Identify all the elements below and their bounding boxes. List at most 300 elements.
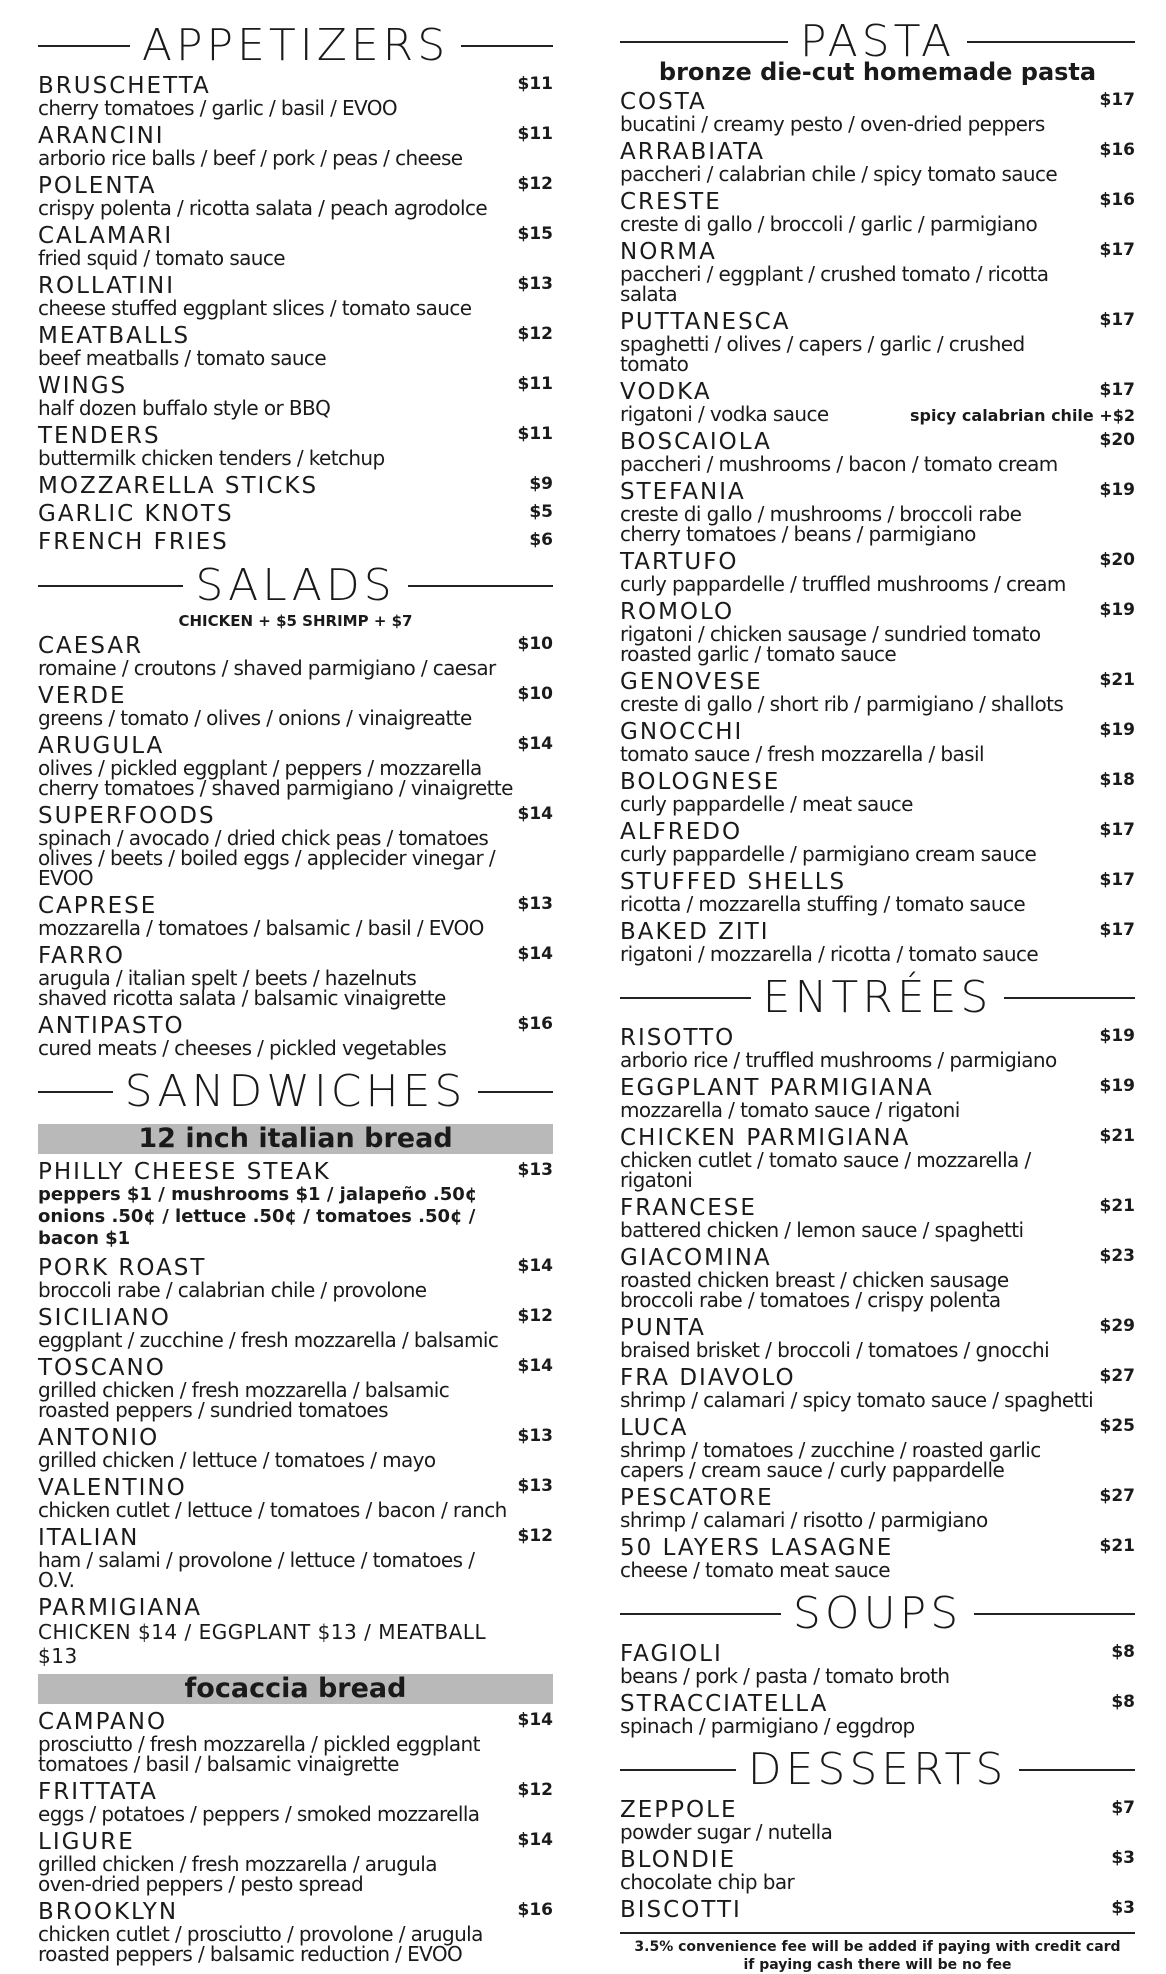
menu-item	[620, 550, 1135, 594]
item-description: spinach / avocado / dried chick peas / tomatoes	[38, 826, 489, 850]
item-description: arugula / italian spelt / beets / hazelnuts	[38, 966, 417, 990]
item-price: $20	[1099, 430, 1135, 450]
item-price: $5	[529, 502, 553, 522]
menu-item	[38, 424, 553, 468]
item-description-2: oven-dried peppers / pesto spread	[38, 1872, 364, 1896]
item-price: $9	[529, 474, 553, 494]
item-price: $12	[517, 324, 553, 344]
menu-item	[38, 1256, 553, 1300]
rule-right	[1019, 1769, 1135, 1771]
item-name: CAPRESE	[38, 893, 158, 919]
item-description-2: cherry tomatoes / shaved parmigiano / vinaigrette	[38, 776, 513, 800]
menu-item	[620, 1246, 1135, 1310]
rule-left	[38, 1091, 113, 1093]
section-header	[620, 970, 1135, 1026]
philly-options-1: peppers $1 / mushrooms $1 / jalapeño .50¢	[38, 1184, 478, 1205]
item-name: NORMA	[620, 239, 717, 265]
menu-item	[38, 502, 553, 526]
rule-left	[620, 1613, 781, 1615]
menu-item	[620, 140, 1135, 184]
item-price: $12	[517, 1306, 553, 1326]
item-description: cheese stuffed eggplant slices / tomato sauce	[38, 296, 472, 320]
item-description-2: roasted garlic / tomato sauce	[620, 642, 897, 666]
item-name: TENDERS	[38, 423, 161, 449]
menu-item	[620, 1316, 1135, 1360]
right-column	[620, 18, 1135, 1974]
item-name: MEATBALLS	[38, 323, 191, 349]
menu-item	[620, 1692, 1135, 1736]
item-price: $11	[517, 424, 553, 444]
item-name: PHILLY CHEESE STEAK	[38, 1159, 331, 1185]
item-addon: spicy calabrian chile +$2	[909, 406, 1135, 425]
menu-item-parmigiana	[38, 1596, 553, 1668]
menu-item	[620, 380, 1135, 424]
item-description: arborio rice / truffled mushrooms / parmigiano	[620, 1048, 1057, 1072]
item-price: $13	[517, 1160, 553, 1180]
item-price: $16	[1099, 140, 1135, 160]
menu-item	[620, 90, 1135, 134]
menu-item	[620, 430, 1135, 474]
item-description: shrimp / calamari / risotto / parmigiano	[620, 1508, 988, 1532]
menu-item	[38, 174, 553, 218]
item-price: $21	[1099, 1126, 1135, 1146]
item-description: ham / salami / provolone / lettuce / tomatoes / O.V.	[38, 1548, 475, 1592]
menu-item	[620, 670, 1135, 714]
item-price: $16	[1099, 190, 1135, 210]
item-price: $10	[517, 634, 553, 654]
item-name: GENOVESE	[620, 669, 763, 695]
item-name: LIGURE	[38, 1829, 135, 1855]
item-description: grilled chicken / fresh mozzarella / balsamic	[38, 1378, 450, 1402]
item-price: $27	[1099, 1486, 1135, 1506]
item-description-2: broccoli rabe / tomatoes / crispy polenta	[620, 1288, 1001, 1312]
item-name: BAKED ZITI	[620, 919, 770, 945]
item-price: $13	[517, 274, 553, 294]
menu-item	[620, 1366, 1135, 1410]
item-description: chicken cutlet / prosciutto / provolone / arugula	[38, 1922, 483, 1946]
item-name: FRITTATA	[38, 1779, 158, 1805]
item-name: BROOKLYN	[38, 1899, 179, 1925]
item-price: $15	[517, 224, 553, 244]
item-price: $23	[1099, 1246, 1135, 1266]
item-price: $21	[1099, 1196, 1135, 1216]
item-description: paccheri / mushrooms / bacon / tomato cream	[620, 452, 1058, 476]
item-price: $10	[517, 684, 553, 704]
item-price: $29	[1099, 1316, 1135, 1336]
menu-item	[620, 310, 1135, 374]
rule-right	[974, 1613, 1135, 1615]
item-description: arborio rice balls / beef / pork / peas / cheese	[38, 146, 463, 170]
pasta-section	[620, 18, 1135, 964]
item-name: PESCATORE	[620, 1485, 774, 1511]
menu-item	[620, 240, 1135, 304]
item-description: rigatoni / mozzarella / ricotta / tomato sauce	[620, 942, 1039, 966]
item-name: ARRABIATA	[620, 139, 766, 165]
menu-item	[620, 1848, 1135, 1892]
item-price: $16	[517, 1900, 553, 1920]
item-price: $14	[517, 944, 553, 964]
item-description: greens / tomato / olives / onions / vinaigreatte	[38, 706, 472, 730]
item-price: $17	[1099, 380, 1135, 400]
item-description: broccoli rabe / calabrian chile / provolone	[38, 1278, 427, 1302]
item-name: ARUGULA	[38, 733, 165, 759]
item-name: CRESTE	[620, 189, 722, 215]
item-description: eggs / potatoes / peppers / smoked mozzarella	[38, 1802, 480, 1826]
appetizers-section	[38, 18, 553, 554]
item-description: olives / pickled eggplant / peppers / mozzarella	[38, 756, 482, 780]
menu-item	[620, 190, 1135, 234]
rule-left	[620, 1769, 736, 1771]
item-name: BISCOTTI	[620, 1897, 742, 1923]
item-name: ANTONIO	[38, 1425, 160, 1451]
item-price: $18	[1099, 770, 1135, 790]
item-name: PUTTANESCA	[620, 309, 791, 335]
item-name: PARMIGIANA	[38, 1595, 203, 1621]
item-name: CHICKEN PARMIGIANA	[620, 1125, 911, 1151]
item-description: mozzarella / tomato sauce / rigatoni	[620, 1098, 960, 1122]
item-description: chocolate chip bar	[620, 1870, 795, 1894]
salads-section	[38, 558, 553, 1058]
menu-item	[620, 1416, 1135, 1480]
item-description: bucatini / creamy pesto / oven-dried peppers	[620, 112, 1045, 136]
section-header	[620, 1586, 1135, 1642]
rule-left	[38, 45, 130, 47]
section-title: PASTA	[799, 16, 956, 67]
menu-item	[38, 1526, 553, 1590]
menu-item	[38, 1306, 553, 1350]
item-description: mozzarella / tomatoes / balsamic / basil / EVOO	[38, 916, 484, 940]
menu-item	[620, 1026, 1135, 1070]
item-name: GIACOMINA	[620, 1245, 772, 1271]
menu-item	[620, 920, 1135, 964]
item-price: $3	[1111, 1848, 1135, 1868]
item-description: tomato sauce / fresh mozzarella / basil	[620, 742, 984, 766]
section-title: DESSERTS	[747, 1744, 1008, 1795]
item-name: ARANCINI	[38, 123, 165, 149]
menu-item	[620, 870, 1135, 914]
item-description: paccheri / calabrian chile / spicy tomato sauce	[620, 162, 1058, 186]
menu-item	[38, 894, 553, 938]
menu-item	[38, 1476, 553, 1520]
focaccia-bread-band: focaccia bread	[38, 1674, 553, 1704]
item-description: grilled chicken / fresh mozzarella / arugula	[38, 1852, 437, 1876]
item-price: $14	[517, 804, 553, 824]
item-price: $19	[1099, 720, 1135, 740]
item-description-2: tomatoes / basil / balsamic vinaigrette	[38, 1752, 399, 1776]
item-description-2: roasted peppers / sundried tomatoes	[38, 1398, 388, 1422]
item-price: $11	[517, 124, 553, 144]
item-description: half dozen buffalo style or BBQ	[38, 396, 331, 420]
item-description: romaine / croutons / shaved parmigiano / caesar	[38, 656, 496, 680]
item-name: GNOCCHI	[620, 719, 744, 745]
rule-right	[478, 1091, 553, 1093]
item-price: $17	[1099, 310, 1135, 330]
menu-item	[38, 1710, 553, 1774]
item-description: crispy polenta / ricotta salata / peach agrodolce	[38, 196, 488, 220]
menu-item	[620, 720, 1135, 764]
item-name: 50 LAYERS LASAGNE	[620, 1535, 894, 1561]
item-price: $12	[517, 1526, 553, 1546]
item-price: $11	[517, 374, 553, 394]
convenience-fee-note	[620, 1932, 1135, 1974]
item-price: $19	[1099, 1026, 1135, 1046]
section-title: APPETIZERS	[141, 20, 450, 71]
item-description: beans / pork / pasta / tomato broth	[620, 1664, 950, 1688]
menu-item	[620, 1898, 1135, 1922]
item-name: STUFFED SHELLS	[620, 869, 847, 895]
item-name: RISOTTO	[620, 1025, 736, 1051]
section-header	[38, 558, 553, 614]
item-description: shrimp / calamari / spicy tomato sauce / spaghetti	[620, 1388, 1094, 1412]
item-price: $12	[517, 174, 553, 194]
item-name: MOZZARELLA STICKS	[38, 473, 319, 499]
menu-item	[620, 770, 1135, 814]
item-price: $11	[517, 74, 553, 94]
menu-item	[38, 1356, 553, 1420]
item-description: battered chicken / lemon sauce / spaghetti	[620, 1218, 1024, 1242]
sandwiches-list	[38, 1256, 553, 1590]
menu-item	[620, 480, 1135, 544]
item-description: chicken cutlet / lettuce / tomatoes / bacon / ranch	[38, 1498, 507, 1522]
rule-right	[408, 585, 553, 587]
item-name: BLONDIE	[620, 1847, 737, 1873]
item-description: beef meatballs / tomato sauce	[38, 346, 327, 370]
menu-item	[38, 74, 553, 118]
menu-item	[38, 1014, 553, 1058]
item-name: CAMPANO	[38, 1709, 168, 1735]
item-name: BRUSCHETTA	[38, 73, 211, 99]
item-description: buttermilk chicken tenders / ketchup	[38, 446, 385, 470]
menu-item	[38, 324, 553, 368]
item-name: GARLIC KNOTS	[38, 501, 234, 527]
item-description: cherry tomatoes / garlic / basil / EVOO	[38, 96, 398, 120]
item-name: VALENTINO	[38, 1475, 187, 1501]
item-price: $8	[1111, 1642, 1135, 1662]
appetizers-list	[38, 74, 553, 554]
soups-list	[620, 1642, 1135, 1736]
item-description: grilled chicken / lettuce / tomatoes / mayo	[38, 1448, 436, 1472]
item-name: CALAMARI	[38, 223, 174, 249]
menu-item	[620, 1486, 1135, 1530]
rule-right	[1004, 997, 1135, 999]
item-description: cured meats / cheeses / pickled vegetables	[38, 1036, 447, 1060]
item-price: $8	[1111, 1692, 1135, 1712]
item-price: $7	[1111, 1798, 1135, 1818]
rule-left	[38, 585, 183, 587]
item-description-2: cherry tomatoes / beans / parmigiano	[620, 522, 976, 546]
section-title: SALADS	[195, 560, 396, 611]
item-name: STRACCIATELLA	[620, 1691, 829, 1717]
item-description-2: capers / cream sauce / curly pappardelle	[620, 1458, 1005, 1482]
item-price: $21	[1099, 670, 1135, 690]
item-name: FRANCESE	[620, 1195, 757, 1221]
menu-item	[38, 684, 553, 728]
philly-options-2: onions .50¢ / lettuce .50¢ / tomatoes .50¢ / bacon $1	[38, 1206, 476, 1249]
menu-item	[38, 1426, 553, 1470]
item-description: rigatoni / chicken sausage / sundried tomato	[620, 622, 1041, 646]
item-price: $14	[517, 1830, 553, 1850]
item-name: LUCA	[620, 1415, 689, 1441]
item-description-2: roasted peppers / balsamic reduction / EVOO	[38, 1942, 463, 1966]
item-name: ROMOLO	[620, 599, 735, 625]
item-description: prosciutto / fresh mozzarella / pickled eggplant	[38, 1732, 480, 1756]
fee-line-2: if paying cash there will be no fee	[743, 1957, 1012, 1973]
item-price: $17	[1099, 870, 1135, 890]
item-name: FRA DIAVOLO	[620, 1365, 796, 1391]
item-price: $27	[1099, 1366, 1135, 1386]
menu-item	[620, 1076, 1135, 1120]
pasta-list	[620, 90, 1135, 964]
item-price: $14	[517, 1256, 553, 1276]
menu-item	[38, 124, 553, 168]
rule-right	[967, 41, 1135, 43]
item-description: creste di gallo / broccoli / garlic / parmigiano	[620, 212, 1038, 236]
item-description-2: shaved ricotta salata / balsamic vinaigrette	[38, 986, 446, 1010]
item-name: BOSCAIOLA	[620, 429, 772, 455]
item-description: fried squid / tomato sauce	[38, 246, 285, 270]
fee-line-1: 3.5% convenience fee will be added if paying with credit card	[634, 1939, 1121, 1955]
item-name: ZEPPOLE	[620, 1797, 738, 1823]
item-price: $17	[1099, 920, 1135, 940]
item-description: cheese / tomato meat sauce	[620, 1558, 891, 1582]
item-price: $14	[517, 1356, 553, 1376]
left-column	[38, 18, 553, 1970]
menu-item	[620, 1196, 1135, 1240]
item-description: powder sugar / nutella	[620, 1820, 833, 1844]
item-description: curly pappardelle / truffled mushrooms / cream	[620, 572, 1066, 596]
menu-item	[38, 1830, 553, 1894]
item-name: COSTA	[620, 89, 707, 115]
item-name: ROLLATINI	[38, 273, 176, 299]
item-name: EGGPLANT PARMIGIANA	[620, 1075, 934, 1101]
item-name: FAGIOLI	[620, 1641, 723, 1667]
menu-item	[620, 1798, 1135, 1842]
item-name: FRENCH FRIES	[38, 529, 229, 555]
section-title: SOUPS	[792, 1588, 963, 1639]
item-description: braised brisket / broccoli / tomatoes / gnocchi	[620, 1338, 1050, 1362]
item-price: $19	[1099, 480, 1135, 500]
menu-item	[38, 944, 553, 1008]
item-price: $20	[1099, 550, 1135, 570]
item-price: $17	[1099, 240, 1135, 260]
focaccia-list	[38, 1710, 553, 1964]
item-price: $19	[1099, 600, 1135, 620]
rule-right	[461, 45, 553, 47]
item-price: $6	[529, 530, 553, 550]
item-name: VODKA	[620, 379, 712, 405]
item-description: curly pappardelle / parmigiano cream sauce	[620, 842, 1037, 866]
item-name: VERDE	[38, 683, 127, 709]
item-price: $25	[1099, 1416, 1135, 1436]
item-description: chicken cutlet / tomato sauce / mozzarella / rigatoni	[620, 1148, 1031, 1192]
menu-item	[38, 634, 553, 678]
item-price: $13	[517, 1476, 553, 1496]
menu-item	[620, 1642, 1135, 1686]
item-name: FARRO	[38, 943, 125, 969]
menu-item	[38, 734, 553, 798]
menu-item	[38, 274, 553, 318]
item-description: shrimp / tomatoes / zucchine / roasted garlic	[620, 1438, 1041, 1462]
pasta-subtitle: bronze die-cut homemade pasta	[658, 58, 1097, 86]
menu-item	[620, 820, 1135, 864]
item-name: SICILIANO	[38, 1305, 171, 1331]
item-description: ricotta / mozzarella stuffing / tomato sauce	[620, 892, 1026, 916]
item-name: ALFREDO	[620, 819, 743, 845]
item-name: PORK ROAST	[38, 1255, 207, 1281]
menu-item	[38, 804, 553, 888]
section-header	[38, 18, 553, 74]
item-name: POLENTA	[38, 173, 157, 199]
item-name: STEFANIA	[620, 479, 746, 505]
item-description: paccheri / eggplant / crushed tomato / ricotta salata	[620, 262, 1049, 306]
item-price: $3	[1111, 1898, 1135, 1918]
item-name: BOLOGNESE	[620, 769, 781, 795]
item-price: $19	[1099, 1076, 1135, 1096]
item-name: SUPERFOODS	[38, 803, 216, 829]
soups-section	[620, 1586, 1135, 1736]
menu-item	[38, 474, 553, 498]
item-name: WINGS	[38, 373, 128, 399]
section-title: SANDWICHES	[124, 1066, 467, 1117]
item-name: ANTIPASTO	[38, 1013, 185, 1039]
item-description: eggplant / zucchine / fresh mozzarella / balsamic	[38, 1328, 499, 1352]
rule-left	[620, 997, 751, 999]
desserts-section	[620, 1742, 1135, 1922]
item-name: PUNTA	[620, 1315, 706, 1341]
item-description: curly pappardelle / meat sauce	[620, 792, 913, 816]
item-description: spinach / parmigiano / eggdrop	[620, 1714, 915, 1738]
parmigiana-options: CHICKEN $14 / EGGPLANT $13 / MEATBALL $13	[38, 1620, 487, 1668]
item-price: $14	[517, 1710, 553, 1730]
section-header	[38, 1064, 553, 1120]
item-price: $17	[1099, 90, 1135, 110]
item-price: $12	[517, 1780, 553, 1800]
section-header	[620, 1742, 1135, 1798]
item-name: TOSCANO	[38, 1355, 166, 1381]
item-price: $21	[1099, 1536, 1135, 1556]
menu-item	[620, 600, 1135, 664]
item-name: CAESAR	[38, 633, 144, 659]
salads-list	[38, 634, 553, 1058]
item-description: creste di gallo / mushrooms / broccoli rabe	[620, 502, 1022, 526]
item-price: $13	[517, 894, 553, 914]
menu-item	[620, 1126, 1135, 1190]
menu-item	[38, 374, 553, 418]
salad-addons-note: CHICKEN + $5 SHRIMP + $7	[178, 612, 413, 630]
menu-item	[38, 1900, 553, 1964]
rule-left	[620, 41, 788, 43]
menu-item	[38, 224, 553, 268]
menu-item	[620, 1536, 1135, 1580]
item-price: $17	[1099, 820, 1135, 840]
entrees-list	[620, 1026, 1135, 1580]
item-name: TARTUFO	[620, 549, 739, 575]
desserts-list	[620, 1798, 1135, 1922]
sandwiches-section	[38, 1064, 553, 1964]
italian-bread-band: 12 inch italian bread	[38, 1124, 553, 1154]
menu-item	[38, 530, 553, 554]
section-title: ENTRÉES	[762, 972, 993, 1023]
item-description: spaghetti / olives / capers / garlic / crushed tomato	[620, 332, 1025, 376]
menu-item-philly	[38, 1160, 553, 1250]
item-price: $13	[517, 1426, 553, 1446]
item-description-2: olives / beets / boiled eggs / applecider vinegar / EVOO	[38, 846, 496, 890]
menu-item	[38, 1780, 553, 1824]
item-description: creste di gallo / short rib / parmigiano / shallots	[620, 692, 1064, 716]
entrees-section	[620, 970, 1135, 1580]
item-description: rigatoni / vodka sauce	[620, 402, 829, 426]
item-name: ITALIAN	[38, 1525, 140, 1551]
